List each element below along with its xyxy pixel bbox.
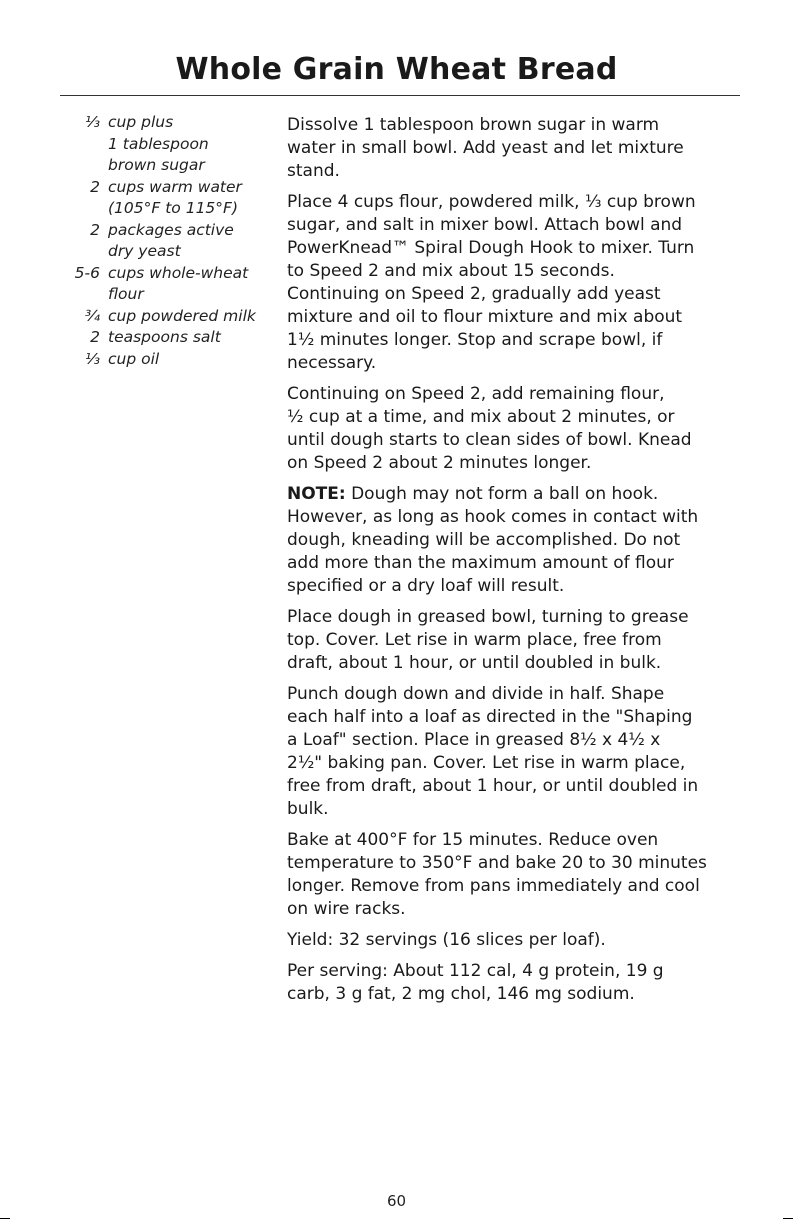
ingredient-quantity: 2 xyxy=(90,177,100,196)
page-number: 60 xyxy=(386,1192,407,1210)
nutrition-text: Per serving: About 112 cal, 4 g protein, 19 g carb, 3 g fat, 2 mg chol, 146 mg sodium. xyxy=(287,961,664,1004)
ingredient-text: cup oil xyxy=(108,349,160,368)
ingredient-text: cup plus 1 tablespoon brown sugar xyxy=(108,113,209,174)
ingredient-item xyxy=(18,349,268,371)
ingredient-item xyxy=(18,327,268,349)
note-label: NOTE: xyxy=(287,484,346,504)
ingredient-item xyxy=(18,177,268,220)
ingredients-list xyxy=(18,112,268,370)
ingredient-text: teaspoons salt xyxy=(108,328,221,346)
ingredient-quantity: 2 xyxy=(90,220,100,239)
direction-paragraph: Punch dough down and divide in half. Shape each half into a loaf as directed in the "Shaping a Loaf" section. Place in greased 8½ x 4½ x 2½" baking pan. Cover. Let rise in warm place, free from draft, about 1 hour, or until doubled in bulk. xyxy=(287,684,699,819)
direction-paragraph: Dissolve 1 tablespoon brown sugar in warm water in small bowl. Add yeast and let mixture stand. xyxy=(287,115,684,181)
ingredient-item xyxy=(18,306,268,328)
note-paragraph xyxy=(287,483,767,598)
title-divider xyxy=(60,95,740,96)
page-title: Whole Grain Wheat Bread xyxy=(175,52,618,87)
ingredient-text: cup powdered milk xyxy=(108,306,256,325)
ingredient-quantity: ¾ xyxy=(84,306,100,325)
ingredient-quantity: 2 xyxy=(90,328,100,346)
crop-mark-left xyxy=(0,1218,10,1219)
ingredient-item xyxy=(18,263,268,306)
ingredient-quantity: 5-6 xyxy=(74,263,100,282)
ingredient-quantity: ⅓ xyxy=(84,113,100,131)
directions xyxy=(287,114,767,1014)
ingredient-item xyxy=(18,220,268,263)
ingredient-text: packages active dry yeast xyxy=(108,220,234,260)
direction-paragraph: Place 4 cups flour, powdered milk, ⅓ cup brown sugar, and salt in mixer bowl. Attach bowl and PowerKnead™ Spiral Dough Hook to mixer. Turn to Speed 2 and mix about 15 seconds. Continuing on Speed 2, gradually add yeast mixture and oil to flour mixture and mix about 1½ minutes longer. Stop and scrape bowl, if necessary. xyxy=(287,192,696,373)
ingredient-quantity: ⅓ xyxy=(84,349,100,368)
direction-paragraph: Bake at 400°F for 15 minutes. Reduce oven temperature to 350°F and bake 20 to 30 minutes longer. Remove from pans immediately and cool on wire racks. xyxy=(287,830,707,919)
ingredient-text: cups warm water (105°F to 115°F) xyxy=(108,177,242,217)
ingredient-item xyxy=(18,112,268,177)
note-text: Dough may not form a ball on hook. However, as long as hook comes in contact with dough, kneading will be accomplished. Do not add more than the maximum amount of flour specified or a dry loaf will result. xyxy=(287,484,699,596)
ingredient-text: cups whole-wheat flour xyxy=(108,263,249,303)
direction-paragraph: Place dough in greased bowl, turning to grease top. Cover. Let rise in warm place, free from draft, about 1 hour, or until doubled in bulk. xyxy=(287,607,689,673)
direction-paragraph: Continuing on Speed 2, add remaining flour, ½ cup at a time, and mix about 2 minutes, or until dough starts to clean sides of bowl. Knead on Speed 2 about 2 minutes longer. xyxy=(287,384,692,473)
crop-mark-right xyxy=(783,1218,793,1219)
yield-text: Yield: 32 servings (16 slices per loaf). xyxy=(287,930,606,950)
